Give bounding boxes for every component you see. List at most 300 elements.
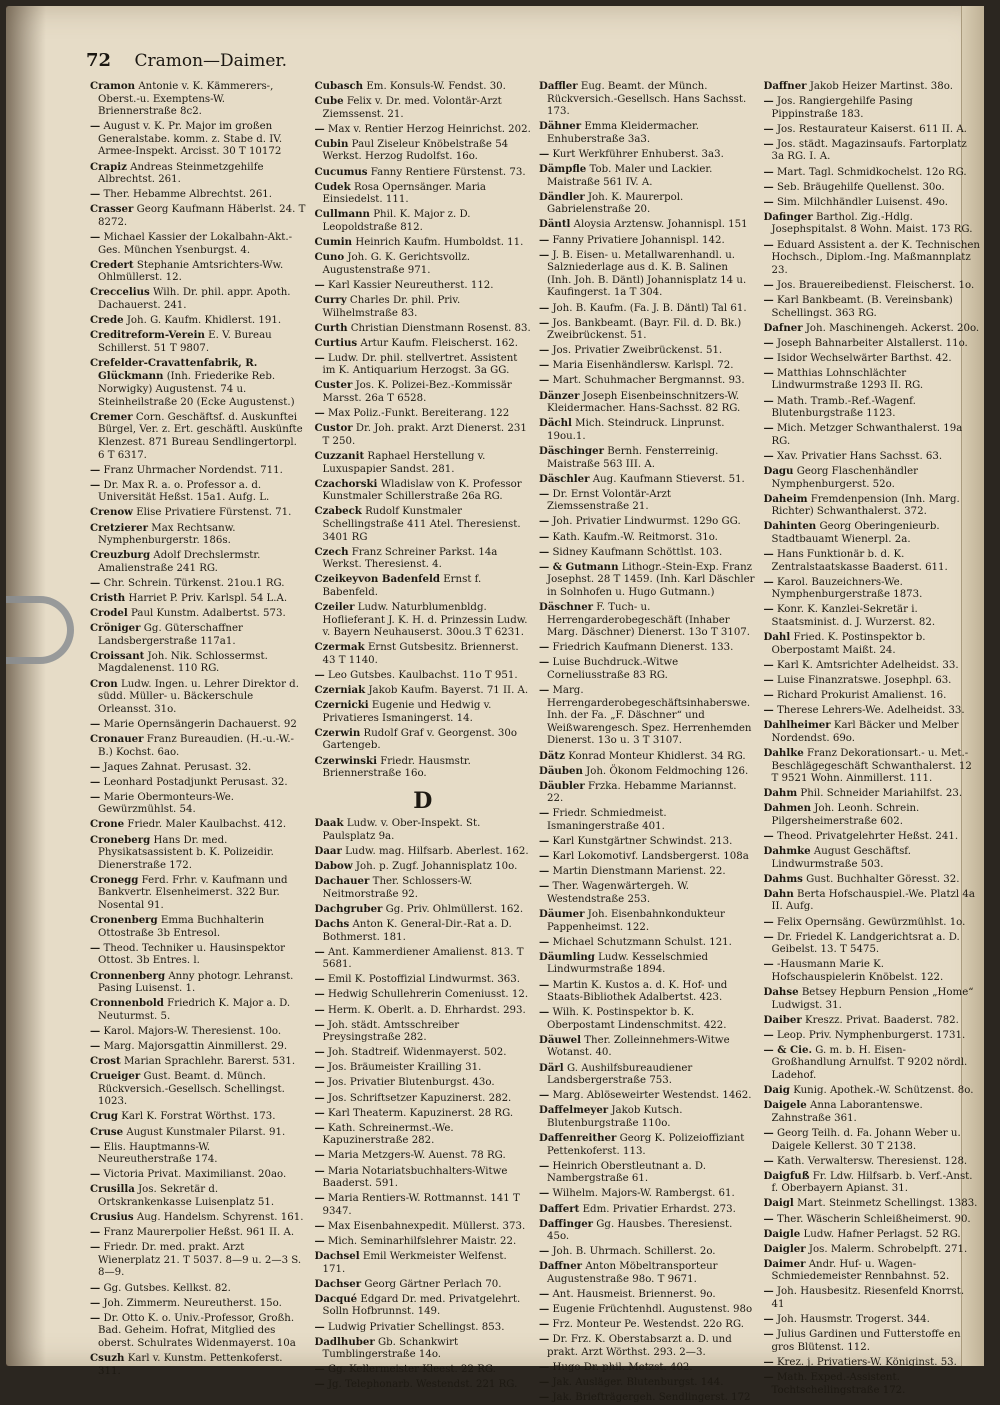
directory-entry	[764, 1197, 981, 1211]
entry-surname: —	[763, 238, 774, 251]
entry-details: Gust. Beamt. d. Münch. Rückversich.-Gesellsch. Schellingst. 1023.	[98, 1071, 285, 1108]
directory-entry	[539, 1062, 756, 1088]
directory-entry	[539, 163, 756, 189]
entry-details: Ludw. Hafner Perlagst. 52 RG.	[803, 1228, 961, 1240]
entry-details: Gb. Schankwirt Tumblingerstraße 14o.	[322, 1336, 459, 1361]
entry-details: Kath. Schreinermst.-We. Kapuzinerstraße 282.	[322, 1122, 454, 1147]
entry-details: August Geschäftsf. Lindwurmstraße 503.	[771, 846, 911, 870]
entry-details: Jak. Ausläger. Blutenburgst. 144.	[552, 1377, 724, 1389]
directory-entry	[90, 970, 307, 996]
entry-details: Friedrich K. Major a. D. Neuturmst. 5.	[98, 998, 291, 1022]
directory-entry	[315, 1293, 532, 1319]
entry-surname: —	[763, 336, 774, 349]
entry-surname: —	[90, 463, 101, 476]
entry-details: E. V. Bureau Schillerst. 51 T 9807.	[98, 330, 272, 354]
entry-surname: Dahse	[763, 986, 799, 998]
directory-entry	[315, 1278, 532, 1292]
entry-surname: Daiber	[763, 1013, 802, 1026]
directory-entry	[90, 607, 307, 621]
entry-surname: —	[90, 760, 101, 773]
entry-surname: Daheim	[763, 492, 808, 505]
entry-details: Berta Hofschauspiel.-We. Platzl 4a II. Aufg.	[771, 888, 975, 913]
entry-surname: Cristh	[90, 591, 126, 604]
entry-surname: Croneberg	[90, 833, 151, 846]
entry-details: Maria Metzgers-W. Auenst. 78 RG.	[327, 1150, 506, 1162]
entry-details: Mich. Metzger Schwanthalerst. 19a RG.	[771, 423, 963, 447]
entry-details: Marg. Ablöseweirter Westendst. 1462.	[552, 1090, 752, 1102]
entry-surname: Crapiz	[90, 160, 127, 173]
directory-entry	[764, 1170, 981, 1196]
directory-entry	[539, 249, 756, 300]
directory-entry	[315, 95, 532, 121]
entry-details: Paul Ziseleur Knöbelstraße 54 Werkst. Herzog Rudolfst. 16o.	[322, 138, 509, 163]
directory-entry	[315, 1076, 532, 1090]
directory-entry	[315, 860, 532, 874]
entry-details: Joh. p. Zugf. Johannisplatz 10o.	[355, 861, 518, 873]
directory-entry	[90, 718, 307, 732]
directory-entry	[90, 259, 307, 285]
entry-surname: Daffenreither	[539, 1132, 617, 1145]
entry-surname: Dahl	[763, 631, 791, 644]
entry-surname: —	[539, 865, 550, 878]
section-letter: D	[413, 787, 433, 814]
entry-details: Jos. Restaurateur Kaiserst. 611 II. A.	[776, 123, 967, 135]
entry-details: Stephanie Amtsrichters-Ww. Ohlmüllerst. 12.	[98, 259, 284, 284]
entry-surname: Daig	[763, 1084, 790, 1097]
entry-surname: —	[539, 684, 550, 697]
directory-entry	[539, 1006, 756, 1032]
entry-details: Fanny Privatiere Johannispl. 142.	[552, 234, 725, 246]
entry-details: Friedr. Dr. med. prakt. Arzt Wienerplatz 21. T 5037. 8—9 u. 2—3 S. 8—9.	[98, 1242, 302, 1279]
entry-details: Jakob Kutsch. Blutenburgstraße 110o.	[547, 1105, 683, 1129]
entry-surname: Dahmen	[763, 802, 812, 815]
entry-details: Michael Schutzmann Schulst. 121.	[552, 936, 732, 948]
entry-surname: —	[539, 316, 550, 329]
entry-surname: Cronegg	[90, 873, 139, 886]
entry-surname: Daigfuß	[763, 1169, 810, 1182]
entry-details: Gg. Hausbes. Theresienst. 45o.	[547, 1218, 733, 1243]
entry-surname: —	[763, 1212, 774, 1225]
entry-details: August Kunstmaler Pilarst. 91.	[126, 1126, 286, 1138]
entry-details: Edm. Privatier Erhardst. 273.	[582, 1203, 736, 1215]
entry-surname: Cumin	[314, 236, 353, 249]
entry-details: Elis. Hauptmanns-W. Neureutherstraße 174.	[98, 1141, 218, 1166]
column-1	[90, 80, 307, 1377]
entry-surname: Czermak	[314, 641, 365, 654]
entry-surname: Däschinger	[539, 444, 605, 457]
directory-entry	[764, 422, 981, 448]
entry-surname: —	[539, 1006, 550, 1019]
entry-surname: Czernicki	[314, 699, 369, 712]
entry-details: Gg. Güterschaffner Landsbergerstraße 117a1.	[98, 623, 243, 647]
entry-surname: —	[763, 351, 774, 364]
directory-entry	[315, 727, 532, 753]
directory-entry	[90, 357, 307, 409]
entry-details: Friedr. Hausmstr. Briennerstraße 16o.	[322, 755, 471, 780]
directory-entry	[315, 1107, 532, 1121]
entry-details: Dr. Max R. a. o. Professor a. d. Universität Heßst. 15a1. Aufg. L.	[98, 479, 270, 504]
directory-entry	[90, 479, 307, 505]
entry-surname: —	[90, 1024, 101, 1037]
entry-surname: Curth	[314, 321, 348, 334]
directory-entry	[764, 1155, 981, 1169]
entry-surname: Cuzzanit	[314, 449, 365, 462]
entry-details: Jos. Privatier Zweibrückenst. 51.	[552, 345, 723, 357]
entry-details: (Inh. Friederike Reb. Norwigky) Augustenst. 74 u. Steinheilstraße 20 (Ecke Augustenst.)	[98, 371, 295, 408]
entry-surname: Creuzburg	[90, 549, 151, 562]
entry-details: Elise Privatiere Fürstenst. 71.	[136, 507, 292, 519]
entry-surname: —	[90, 790, 101, 803]
entry-details: Eugenie und Hedwig v. Privatieres Ismaningerst. 14.	[322, 700, 492, 724]
entry-details: Math. Exped.-Assistent. Tochtschellingstraße 172.	[771, 1372, 906, 1396]
entry-surname: —	[763, 122, 774, 135]
entry-surname: Daffner	[539, 1260, 583, 1273]
entry-surname: —	[763, 930, 774, 943]
directory-entry	[90, 1312, 307, 1351]
entry-surname: Daigle	[763, 1227, 801, 1240]
directory-entry	[539, 1318, 756, 1332]
directory-entry	[90, 188, 307, 202]
directory-entry	[764, 395, 981, 421]
entry-surname: Cuno	[314, 251, 345, 264]
entry-details: -Hausmann Marie K. Hofschauspielerin Knöbelst. 122.	[771, 959, 944, 983]
entry-surname: —	[763, 95, 774, 108]
directory-entry	[315, 684, 532, 698]
directory-entry	[315, 1149, 532, 1163]
entry-surname: Dabow	[314, 860, 353, 873]
directory-entry	[315, 546, 532, 572]
entry-surname: —	[314, 1106, 325, 1119]
directory-entry	[539, 1089, 756, 1103]
entry-details: J. B. Eisen- u. Metallwarenhandl. u. Salzniederlage aus d. K. B. Salinen (Inh. Joh. B. Däntl) Johannisplatz 14 u. Kaufingerst. 1a T 304.	[547, 249, 747, 299]
entry-surname: Cubin	[314, 137, 349, 150]
entry-details: Marie Obermonteurs-We. Gewürzmühlst. 54.	[98, 791, 235, 816]
entry-surname: —	[763, 137, 774, 150]
entry-surname: —	[539, 1245, 550, 1258]
directory-entry	[539, 850, 756, 864]
column-4	[763, 80, 981, 1396]
entry-surname: —	[314, 945, 325, 958]
entry-details: Tob. Maler und Lackier. Maistraße 561 IV. A.	[547, 164, 713, 188]
directory-entry	[539, 880, 756, 906]
entry-surname: —	[539, 641, 550, 654]
entry-surname: —	[314, 1018, 325, 1031]
entry-details: Max Poliz.-Funkt. Bereiterang. 122	[327, 408, 510, 420]
entry-surname: —	[90, 576, 101, 589]
directory-entry	[315, 236, 532, 250]
directory-entry	[764, 704, 981, 718]
directory-entry	[539, 908, 756, 934]
entry-details: Wilh. Dr. phil. appr. Apoth. Dachauerst. 241.	[98, 287, 291, 311]
entry-details: Karl K. Amtsrichter Adelheidst. 33.	[776, 659, 959, 671]
entry-surname: —	[539, 301, 550, 314]
directory-entry	[90, 997, 307, 1023]
entry-surname: —	[763, 195, 774, 208]
directory-entry	[764, 958, 981, 984]
entry-details: Xav. Privatier Hans Sachsst. 63.	[776, 450, 943, 462]
entry-details: Joh. G. Kaufm. Khidlerst. 191.	[126, 315, 282, 327]
entry-surname: —	[539, 1303, 550, 1316]
directory-entry	[315, 875, 532, 901]
entry-surname: Daigl	[763, 1197, 794, 1210]
entry-details: Bernh. Fensterreinig. Maistraße 563 III. A.	[547, 445, 719, 470]
directory-entry	[539, 1333, 756, 1359]
entry-surname: Dachsel	[314, 1250, 360, 1263]
entry-details: Ferd. Frhr. v. Kaufmann und Bankvertr. Elsenheimerst. 322 Bur. Nosental 91.	[98, 874, 288, 912]
entry-details: Lithogr.-Stein-Exp. Franz Josephst. 28 T 1459. (Inh. Karl Däschler in Solnhofen u. Hugo Gutmann.)	[547, 561, 755, 598]
directory-entry	[315, 294, 532, 320]
directory-entry	[764, 1099, 981, 1125]
directory-entry	[539, 1160, 756, 1186]
entry-surname: Cronnenbold	[90, 997, 164, 1010]
entry-surname: Däubler	[539, 779, 585, 792]
entry-details: Theod. Techniker u. Hausinspektor Ottost. 3b Entres. l.	[98, 942, 286, 967]
entry-details: Anton Möbeltransporteur Augustenstraße 98o. T 9671.	[547, 1261, 718, 1285]
directory-entry	[90, 286, 307, 312]
entry-surname: —	[763, 1371, 774, 1384]
entry-surname: —	[90, 1039, 101, 1052]
entry-details: Emil K. Postoffizial Lindwurmst. 363.	[327, 974, 520, 986]
directory-entry	[539, 1218, 756, 1244]
directory-entry	[539, 656, 756, 682]
directory-entry	[315, 1061, 532, 1075]
entry-surname: Crusius	[90, 1211, 134, 1224]
directory-entry	[315, 1363, 532, 1377]
entry-surname: —	[539, 978, 550, 991]
entry-details: Ant. Kammerdiener Amalienst. 813. T 5681.	[322, 946, 524, 971]
entry-details: Max v. Rentier Herzog Heinrichst. 202.	[327, 123, 531, 135]
directory-entry	[90, 874, 307, 913]
entry-details: Mich. Steindruck. Linprunst. 19ou.1.	[547, 418, 725, 442]
entry-details: Richard Prokurist Amalienst. 16.	[776, 690, 947, 702]
entry-surname: —	[90, 775, 101, 788]
directory-entry	[539, 1376, 756, 1390]
directory-entry	[90, 161, 307, 187]
directory-entry	[539, 1288, 756, 1302]
entry-surname: Crone	[90, 818, 125, 831]
entry-surname: —	[763, 293, 774, 306]
directory-entry	[90, 329, 307, 355]
entry-surname: —	[90, 941, 101, 954]
entry-details: Matthias Lohnschlächter Lindwurmstraße 1293 II. RG.	[771, 367, 924, 392]
entry-details: Felix v. Dr. med. Volontär-Arzt Ziemssenst. 21.	[322, 96, 502, 120]
entry-details: Emil Werkmeister Welfenst. 171.	[322, 1251, 507, 1275]
entry-surname: —	[763, 1028, 774, 1041]
directory-entry	[539, 601, 756, 640]
directory-entry	[90, 1070, 307, 1109]
entry-details: Karol. Majors-W. Theresienst. 10o.	[103, 1025, 282, 1037]
directory-entry	[764, 1213, 981, 1227]
directory-entry	[315, 1165, 532, 1191]
entry-surname: —	[539, 487, 550, 500]
entry-surname: —	[763, 278, 774, 291]
entry-surname: Dahlheimer	[763, 719, 831, 732]
entry-details: Joh. Maschinengeh. Ackerst. 20o.	[805, 322, 980, 334]
directory-entry	[315, 1378, 532, 1392]
paper-clip	[6, 596, 74, 664]
entry-surname: Csuzh	[90, 1352, 125, 1365]
directory-entry	[315, 669, 532, 683]
directory-entry	[539, 417, 756, 443]
entry-surname: Cron	[90, 677, 118, 690]
entry-surname: —	[314, 1003, 325, 1016]
entry-surname: —	[90, 231, 101, 244]
directory-entry	[90, 1040, 307, 1054]
entry-surname: Dafinger	[763, 210, 813, 223]
entry-surname: —	[314, 1219, 325, 1232]
entry-surname: Dachs	[314, 917, 350, 930]
entry-details: Mart. Steinmetz Schellingst. 1383.	[797, 1198, 978, 1210]
entry-details: Konr. K. Kanzlei-Sekretär i. Staatsminist. d. J. Wurzerst. 82.	[771, 604, 936, 629]
directory-entry	[315, 208, 532, 234]
directory-entry	[90, 818, 307, 832]
entry-surname: —	[314, 407, 325, 420]
directory-entry	[315, 1192, 532, 1218]
directory-entry	[315, 817, 532, 843]
entry-details: Karl v. Kunstm. Pettenkoferst. 311.	[98, 1353, 283, 1377]
directory-entry	[764, 787, 981, 801]
entry-details: Fanny Rentiere Fürstenst. 73.	[370, 166, 526, 178]
directory-entry	[90, 834, 307, 873]
entry-details: Leop. Priv. Nymphenburgerst. 1731.	[776, 1029, 966, 1041]
entry-surname: Czeikeyvon Badenfeld	[314, 573, 440, 586]
entry-surname: Cramon	[90, 80, 136, 92]
entry-surname: Dahn	[763, 887, 794, 900]
directory-columns	[90, 80, 980, 1404]
entry-surname: Dacqué	[314, 1292, 358, 1305]
directory-entry	[764, 845, 981, 871]
entry-surname: —	[763, 366, 774, 379]
entry-surname: —	[90, 188, 101, 201]
directory-entry	[539, 531, 756, 545]
entry-details: Aloysia Arztensw. Johannispl. 151	[573, 219, 748, 231]
entry-details: Sidney Kaufmann Schöttlst. 103.	[552, 546, 723, 558]
entry-details: Joseph Eisenbeinschnitzers-W. Kleidermacher. Hans-Sachsst. 82 RG.	[547, 390, 741, 415]
entry-details: Max Eisenbahnexpedit. Müllerst. 373.	[327, 1220, 526, 1232]
entry-details: Andr. Huf- u. Wagen-Schmiedemeister Rennbahnst. 52.	[771, 1258, 950, 1283]
directory-entry	[90, 411, 307, 462]
entry-surname: Creccelius	[90, 286, 150, 299]
entry-surname: —	[763, 548, 774, 561]
entry-surname: — & Cie.	[763, 1043, 812, 1056]
entry-details: Aug. Handelsm. Schyrenst. 161.	[136, 1212, 304, 1224]
entry-details: Martin K. Kustos a. d. K. Hof- und Staats-Bibliothek Adalbertst. 423.	[547, 979, 728, 1004]
entry-surname: —	[539, 656, 550, 669]
entry-details: Ther. Hebamme Albrechtst. 261.	[103, 189, 273, 201]
directory-entry	[90, 592, 307, 606]
directory-entry	[764, 659, 981, 673]
directory-entry	[764, 279, 981, 293]
directory-entry	[315, 1321, 532, 1335]
directory-entry	[539, 1303, 756, 1317]
entry-details: Emma Kleidermacher. Enhuberstraße 3a3.	[547, 121, 700, 145]
entry-details: Theod. Privatgelehrter Heßst. 241.	[776, 830, 959, 842]
directory-entry	[315, 407, 532, 421]
entry-surname: —	[314, 1164, 325, 1177]
entry-surname: —	[539, 1333, 550, 1346]
directory-entry	[539, 317, 756, 343]
directory-entry	[90, 1025, 307, 1039]
directory-entry	[315, 1250, 532, 1276]
entry-surname: —	[763, 1126, 774, 1139]
entry-surname: —	[763, 673, 774, 686]
entry-details: Jg. Telephonarb. Westendst. 221 RG.	[327, 1379, 518, 1391]
directory-entry	[315, 601, 532, 640]
directory-entry	[90, 203, 307, 229]
directory-entry	[764, 747, 981, 786]
directory-entry	[539, 765, 756, 779]
entry-surname: Cruse	[90, 1125, 124, 1138]
directory-entry	[315, 337, 532, 351]
entry-details: Barthol. Zig.-Hdlg. Josephspitalst. 8 Wohn. Maist. 173 RG.	[771, 211, 973, 236]
entry-surname: Cube	[314, 95, 344, 108]
directory-entry	[539, 1034, 756, 1060]
entry-details: Luise Finanzratswe. Josephpl. 63.	[776, 674, 952, 686]
entry-surname: —	[539, 1288, 550, 1301]
entry-surname: —	[539, 530, 550, 543]
directory-entry	[539, 865, 756, 879]
directory-entry	[315, 1004, 532, 1018]
entry-details: Ludw. Ingen. u. Lehrer Direktor d. südd. Müller- u. Bäckerschule Orleansst. 31o.	[98, 678, 299, 715]
entry-details: Heinrich Oberstleutnant a. D. Nambergstraße 61.	[547, 1160, 706, 1185]
directory-page	[6, 6, 984, 1404]
entry-details: Marian Sprachlehr. Barerst. 531.	[123, 1056, 296, 1068]
directory-entry	[764, 986, 981, 1012]
directory-entry	[539, 561, 756, 600]
directory-entry	[315, 322, 532, 336]
entry-details: Ant. Hausmeist. Briennerst. 9o.	[552, 1289, 716, 1301]
entry-details: Gg. Priv. Ohlmüllerst. 162.	[385, 903, 524, 915]
entry-surname: —	[314, 1320, 325, 1333]
entry-surname: —	[539, 359, 550, 372]
entry-surname: —	[763, 603, 774, 616]
entry-surname: Czerniak	[314, 684, 366, 697]
entry-details: Friedrich Kaufmann Dienerst. 133.	[552, 642, 734, 654]
entry-surname: —	[314, 1363, 325, 1376]
entry-details: Dr. Frz. K. Oberstabsarzt a. D. und prakt. Arzt Wörthst. 293. 2—3.	[547, 1334, 732, 1358]
entry-surname: Czerwin	[314, 726, 361, 739]
entry-surname: Czech	[314, 545, 349, 558]
entry-surname: —	[763, 958, 774, 971]
entry-details: Franz Dekorationsart.- u. Met.-Beschlägegeschäft Schwanthalerst. 12 T 9521 Wohn. Ainmillerst. 111.	[771, 747, 972, 785]
directory-entry	[764, 465, 981, 491]
entry-details: Charles Dr. phil. Priv. Wilhelmstraße 83.	[322, 294, 461, 319]
entry-surname: —	[539, 344, 550, 357]
entry-surname: —	[314, 973, 325, 986]
entry-details: Joh. Zimmerm. Neureutherst. 15o.	[103, 1297, 282, 1309]
directory-entry	[764, 95, 981, 121]
directory-entry	[315, 123, 532, 137]
entry-surname: Cronauer	[90, 732, 144, 745]
directory-entry	[90, 1282, 307, 1296]
entry-surname: —	[314, 351, 325, 364]
directory-entry	[90, 776, 307, 790]
directory-entry	[764, 1029, 981, 1043]
directory-entry	[90, 650, 307, 676]
entry-surname: Custor	[314, 422, 353, 435]
entry-surname: —	[539, 1318, 550, 1331]
directory-entry	[539, 546, 756, 560]
entry-surname: —	[314, 1378, 325, 1391]
entry-details: Karl Kunstgärtner Schwindst. 213.	[552, 836, 733, 848]
entry-details: Dr. Friedel K. Landgerichtsrat a. D. Geibelst. 13. T 5475.	[771, 931, 960, 956]
directory-entry	[764, 239, 981, 278]
directory-entry	[90, 1055, 307, 1069]
directory-entry	[764, 1228, 981, 1242]
entry-details: Franz Schreiner Parkst. 14a Werkst. Theresienst. 4.	[322, 546, 498, 571]
entry-details: Gust. Buchhalter Göresst. 32.	[806, 873, 960, 885]
entry-surname: —	[763, 394, 774, 407]
